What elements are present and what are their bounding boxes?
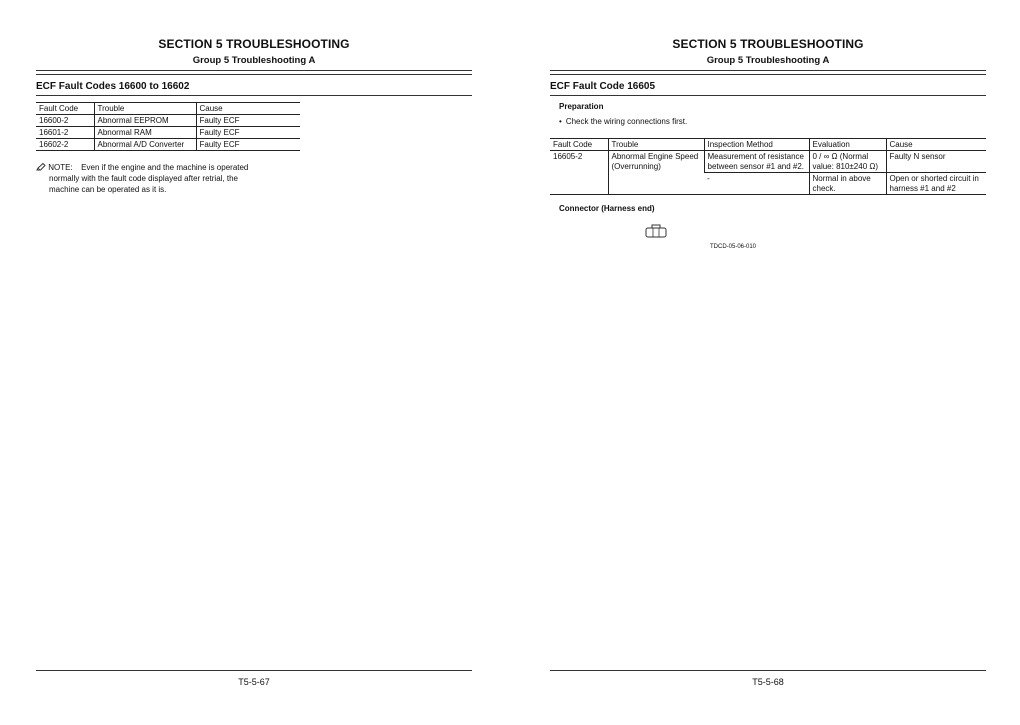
header-divider [550, 70, 986, 75]
table-cell: Abnormal EEPROM [94, 115, 196, 127]
connector-icon [645, 224, 667, 243]
cell-line: value: 810±240 Ω) [812, 161, 879, 171]
fault-code-table [550, 138, 986, 195]
cause-cell: Faulty N sensor [886, 151, 986, 173]
trouble-cell [608, 151, 704, 195]
group-title: Group 5 Troubleshooting A [192, 55, 316, 66]
method-cell: - [704, 173, 809, 195]
page-number: T5-5-67 [238, 677, 270, 687]
heading-divider [36, 95, 472, 96]
table-cell: Faulty ECF [196, 139, 300, 151]
table-row [36, 115, 300, 127]
cell-line: (Overrunning) [611, 161, 661, 171]
table-cell: 16601-2 [36, 127, 94, 139]
table-cell: 16602-2 [36, 139, 94, 151]
table-cell: Faulty ECF [196, 115, 300, 127]
evaluation-cell [809, 173, 886, 195]
table-row [36, 127, 300, 139]
section-title: SECTION 5 TROUBLESHOOTING [158, 37, 350, 51]
pencil-icon [36, 163, 46, 171]
column-header: Trouble [94, 103, 196, 115]
table-header-row [36, 103, 300, 115]
fault-code-table [36, 102, 300, 151]
table-header-row [550, 139, 986, 151]
preparation-label: Preparation [559, 102, 604, 111]
evaluation-cell [809, 151, 886, 173]
note-text: normally with the fault code displayed after retrial, the [49, 174, 238, 183]
column-header: Fault Code [550, 139, 608, 151]
cell-line: harness #1 and #2 [889, 183, 956, 193]
table-cell: Faulty ECF [196, 127, 300, 139]
right-page [510, 0, 1020, 725]
page-number: T5-5-68 [752, 677, 784, 687]
method-cell [704, 151, 809, 173]
column-header: Evaluation [809, 139, 886, 151]
column-header: Inspection Method [704, 139, 809, 151]
group-title: Group 5 Troubleshooting A [706, 55, 830, 66]
note-text: Even if the engine and the machine is operated [81, 163, 249, 172]
fault-code-cell: 16605-2 [550, 151, 608, 195]
page-heading: ECF Fault Codes 16600 to 16602 [36, 81, 190, 92]
cell-line: Abnormal Engine Speed [611, 151, 699, 161]
section-title: SECTION 5 TROUBLESHOOTING [672, 37, 864, 51]
preparation-text: Check the wiring connections first. [565, 117, 688, 126]
cell-line: Open or shorted circuit in [889, 173, 979, 183]
figure-code: TDCD-05-06-010 [710, 244, 757, 250]
cause-cell [886, 173, 986, 195]
page-heading: ECF Fault Code 16605 [550, 81, 656, 92]
column-header: Trouble [608, 139, 704, 151]
cell-line: Measurement of resistance [707, 151, 804, 161]
note-block [36, 162, 256, 195]
column-header: Fault Code [36, 103, 94, 115]
table-row [550, 151, 986, 173]
column-header: Cause [886, 139, 986, 151]
footer-divider [36, 670, 472, 671]
table-row [36, 139, 300, 151]
cell-line: check. [812, 183, 836, 193]
table-cell: Abnormal RAM [94, 127, 196, 139]
preparation-item [559, 117, 687, 126]
heading-divider [550, 95, 986, 96]
column-header: Cause [196, 103, 300, 115]
note-text: machine can be operated as it is. [49, 185, 167, 194]
table-cell: Abnormal A/D Converter [94, 139, 196, 151]
table-cell: 16600-2 [36, 115, 94, 127]
connector-label: Connector (Harness end) [559, 204, 655, 213]
cell-line: Normal in above [812, 173, 871, 183]
footer-divider [550, 670, 986, 671]
note-label: NOTE: [48, 163, 73, 172]
header-divider [36, 70, 472, 75]
cell-line: between sensor #1 and #2. [707, 161, 805, 171]
bullet-icon: • [559, 117, 562, 126]
cell-line: 0 / ∞ Ω (Normal [812, 151, 869, 161]
